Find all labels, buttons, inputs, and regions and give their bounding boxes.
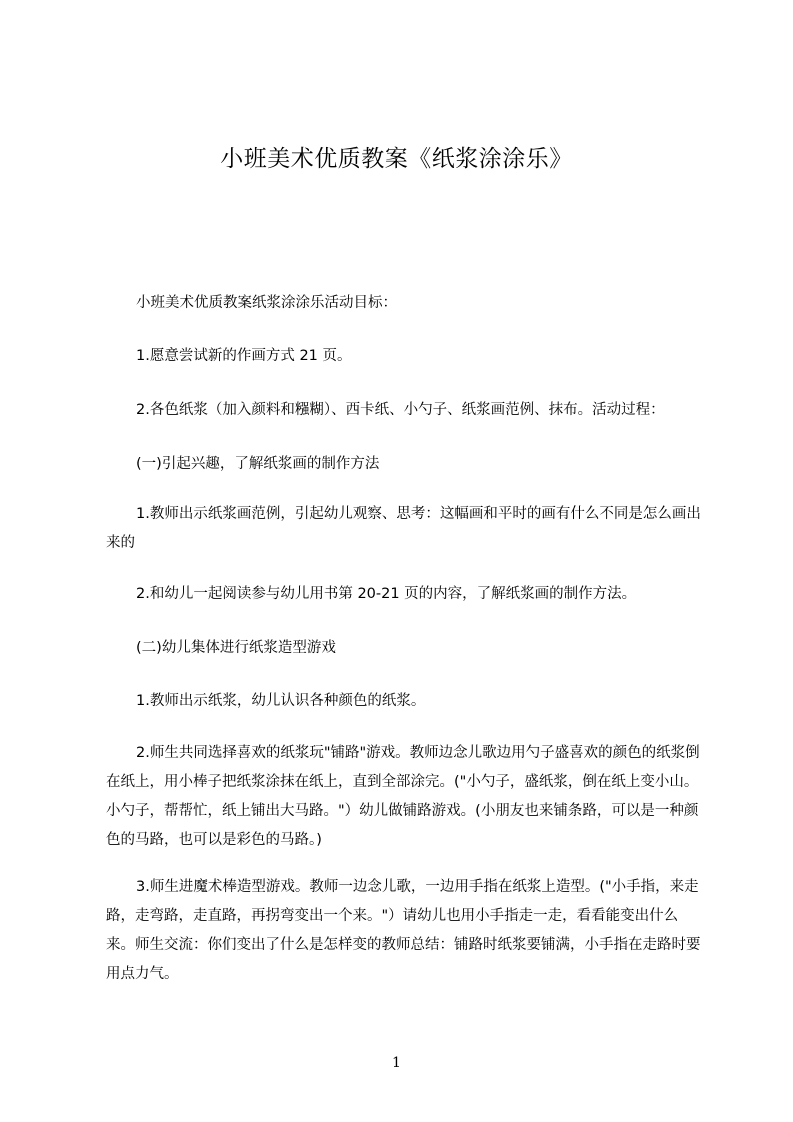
paragraph-section-2-heading: (二)幼儿集体进行纸浆造型游戏 <box>136 640 336 656</box>
paragraph-section-1-heading: (一)引起兴趣，了解纸浆画的制作方法 <box>136 456 380 472</box>
paragraph-item-1: 1.愿意尝试新的作画方式 21 页。 <box>136 348 352 364</box>
paragraph-section-1-step-2: 2.和幼儿一起阅读参与幼儿用书第 20-21 页的内容，了解纸浆画的制作方法。 <box>136 586 637 602</box>
document-title: 小班美术优质教案《纸浆涂涂乐》 <box>220 146 573 172</box>
paragraph-section-2-step-2: 2.师生共同选择喜欢的纸浆玩"铺路"游戏。教师边念儿歌边用勺子盛喜欢的颜色的纸浆倒在纸上，用小棒子把纸浆涂抹在纸上，直到全部涂完。("小勺子，盛纸浆，倒在纸上变小山。小勺子，帮帮忙，纸上铺出大马路。"）幼儿做铺路游戏。(小朋友也来铺条路，可以是一种颜色的马路，也可以是彩色的马路。) <box>106 745 700 848</box>
paragraph-section-1-step-1: 1.教师出示纸浆画范例，引起幼儿观察、思考：这幅画和平时的画有什么不同是怎么画出来的 <box>106 506 701 551</box>
paragraph-section-2-step-1: 1.教师出示纸浆，幼儿认识各种颜色的纸浆。 <box>136 693 426 709</box>
page-number: 1 <box>392 1055 401 1071</box>
paragraph-section-2-step-3: 3.师生进魔术棒造型游戏。教师一边念儿歌，一边用手指在纸浆上造型。("小手指，来走路，走弯路，走直路，再拐弯变出一个来。"）请幼儿也用小手指走一走，看看能变出什么来。师生交流：你们变出了什么是怎样变的教师总结：铺路时纸浆要铺满，小手指在走路时要用点力气。 <box>106 879 701 982</box>
paragraph-item-2: 2.各色纸浆（加入颜料和糨糊）、西卡纸、小勺子、纸浆画范例、抹布。活动过程： <box>136 402 665 418</box>
paragraph-objectives-heading: 小班美术优质教案纸浆涂涂乐活动目标： <box>136 295 397 311</box>
